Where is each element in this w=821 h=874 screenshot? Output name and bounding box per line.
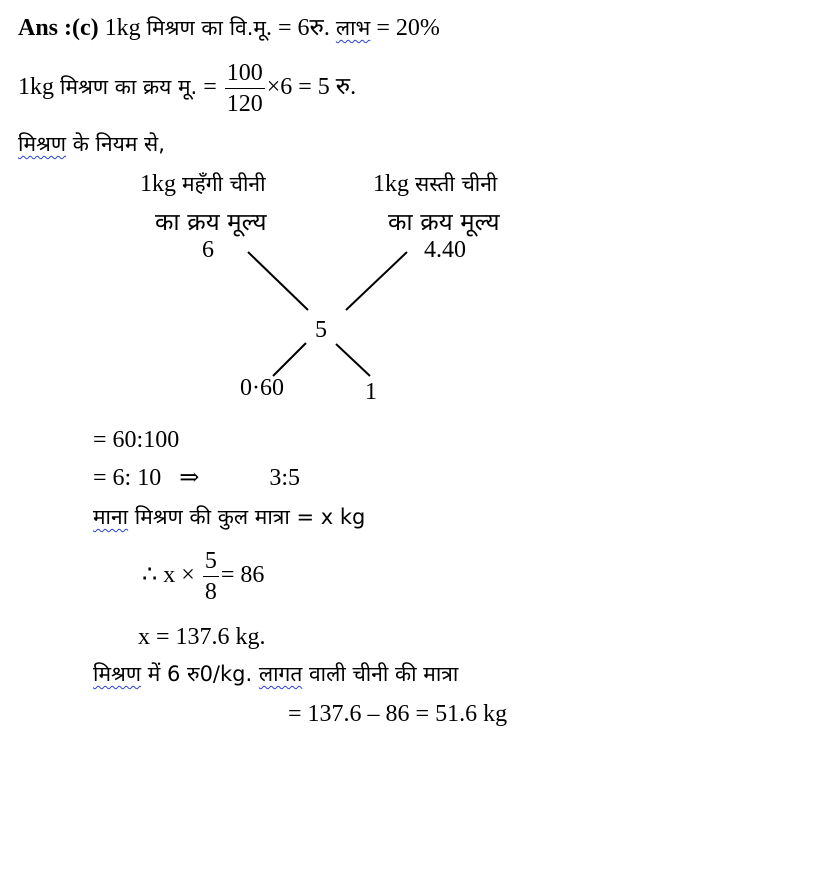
costly-sugar-header: 1kg महँगी चीनी <box>140 171 266 197</box>
equals-sign: = <box>197 74 217 101</box>
fraction-numerator: 5 <box>203 546 219 577</box>
cross-line-top-right <box>346 252 407 310</box>
x-value-line: x = 137.6 kg. <box>138 624 266 650</box>
final-result: = 137.6 – 86 = 51.6 kg <box>288 701 508 727</box>
profit-word: लाभ <box>335 16 371 40</box>
costly-sugar-subheader: का क्रय मूल्य <box>155 208 267 236</box>
fraction-denominator: 120 <box>226 91 263 117</box>
equation-line <box>142 546 264 607</box>
assume-text: मिश्रण की कुल मात्रा = x kg <box>128 505 366 529</box>
ratio-line-1: = 60:100 <box>93 427 180 453</box>
left-difference: 0·60 <box>240 375 284 401</box>
mixture-sp-label: मिश्रण का वि.मू <box>146 16 266 40</box>
cross-line-top-left <box>248 252 308 310</box>
profit-value: = 20% <box>370 15 440 41</box>
mixture-word: मिश्रण <box>18 132 67 156</box>
fraction <box>203 546 219 607</box>
cost-result: ×6 = 5 रु. <box>266 74 357 101</box>
sp-value: . = 6रु. <box>265 15 336 41</box>
cheap-sugar-subheader: का क्रय मूल्य <box>388 208 500 236</box>
qty-text: 1kg <box>18 74 54 101</box>
final-statement: मिश्रण में 6 रु0/kg. लागत वाली चीनी की मात्रा <box>93 662 459 686</box>
assume-word: माना <box>93 505 129 529</box>
mean-price: 5 <box>315 317 327 343</box>
answer-label: Ans :(c) <box>18 15 99 41</box>
cheap-sugar-price: 4.40 <box>424 237 466 263</box>
costly-sugar-price: 6 <box>202 237 214 263</box>
qty-text: 1kg <box>104 15 141 41</box>
rule-text: के नियम से, <box>66 132 165 156</box>
right-difference: 1 <box>365 379 377 405</box>
cost-price-label: मिश्रण का क्रय मू. <box>60 75 198 100</box>
equation-suffix: = 86 <box>220 562 265 589</box>
assumption-line <box>93 503 365 531</box>
cross-line-bottom-left <box>273 343 306 376</box>
equation-prefix: ∴ x × <box>142 562 195 589</box>
implies-arrow: ⇒ <box>179 465 200 491</box>
fraction-denominator: 8 <box>204 579 217 605</box>
fraction-numerator: 100 <box>225 58 265 89</box>
cheap-sugar-header: 1kg सस्ती चीनी <box>373 171 498 197</box>
cross-line-bottom-right <box>336 344 370 376</box>
ratio-line-2: = 6: 10 ⇒ 3:5 <box>93 465 300 491</box>
